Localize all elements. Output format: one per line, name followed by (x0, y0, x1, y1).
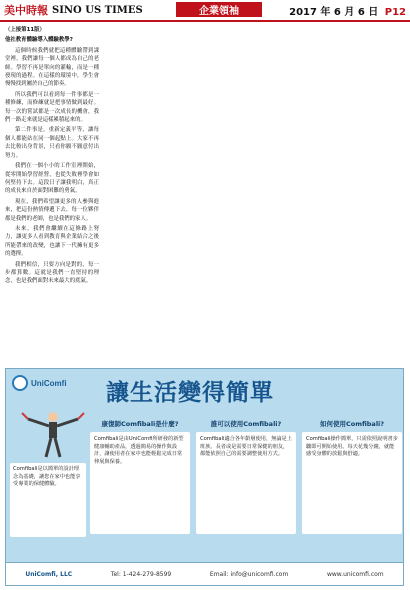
article-paragraph: 第二件事是，重新定義平等，讓每個人都能站在同一個起點上。大家不再去比較出身背景，只看你願不願意付出努力。 (5, 127, 99, 159)
article-paragraph: 未來，我們會繼續在這條路上努力，讓更多人看到教育與企業結合之後所能帶來的改變，也讓下一代擁有更多的選擇。 (5, 225, 99, 258)
ad-column-text: Comfibali適合各年齡層使用，無論是上班族、長者或是需要日常保健的朋友，都能依照自己的需要調整使用方式。 (196, 432, 296, 534)
company-name: UniComfi, LLC (25, 570, 73, 578)
article-heading: 他社教育體驗導入體驗教學? (5, 37, 73, 44)
brand-chinese-name: 美中時報 (4, 4, 48, 17)
ad-column-what (90, 419, 190, 539)
stretching-person-icon (18, 409, 88, 459)
continuation-note: （上接第11版） (5, 27, 45, 33)
article-paragraph: 我們相信，只要方向是對的，每一步都算數。這就是我們一直堅持的理念，也是我們面對未來最大的底氣。 (5, 261, 99, 285)
unicomfi-logo (12, 373, 84, 393)
article-paragraph: 這個時候我們就把這種體驗帶到課堂裡。我們讓每一個人都成為自己的老師。學習不再是單向的灌輸，而是一種發現的過程。在這樣的環境中，學生會慢慢找到屬於自己的節奏。 (5, 47, 99, 88)
section-title: 企業領袖 (176, 2, 262, 17)
ad-column-title: 康復師Comfibali是什麼? (101, 420, 179, 428)
ad-column-text: Comfibali操作簡單，只需依照說明書步驟即可開始使用。每天花幾分鐘，就能感受身體的放鬆與舒適。 (302, 432, 402, 534)
logo-mark-icon (12, 375, 28, 391)
issue-date (289, 3, 406, 18)
ad-column-how (302, 419, 402, 539)
brand (0, 0, 143, 20)
advertisement (5, 368, 404, 586)
email-address: Email: info@unicomfi.com (209, 570, 289, 578)
website-address: www.unicomfi.com (326, 570, 384, 578)
ad-footer (6, 562, 403, 585)
ad-left-text: Comfibali是以簡單的設計理念為基礎，讓您在家中也能享受專業的保健體驗。 (10, 463, 86, 537)
phone-number: Tel: 1-424-279-8599 (110, 570, 172, 578)
logo-text: UniComfi (31, 378, 67, 388)
date-text: 2017 年 6 月 6 日 (289, 7, 379, 18)
ad-column-title: 誰可以使用Comfibali? (210, 420, 282, 428)
article-paragraph: 我們在一個小小的工作室裡開始，從零開始學習經營，也從失敗裡學會如何堅持下去。這段日子讓我明白，真正的成長來自於面對困難的勇氣。 (5, 163, 99, 195)
page-number: P12 (384, 7, 406, 18)
ad-column-title: 如何使用Comfibali? (319, 420, 385, 428)
brand-english-name: SINO US TIMES (52, 4, 143, 16)
article-paragraph: 所以我們可以看到每一件事都是一種修練，而修練就是把事情做到最好。每一次的嘗試都是一次成長的機會，我們一路走來就是這樣累積起來的。 (5, 91, 99, 124)
ad-column-text: Comfibali是由UniComfi所研發的新型健康輔助產品，透過簡易的操作與設計，讓使用者在家中也能輕鬆完成日常伸展與保養。 (90, 432, 190, 534)
article-body (5, 26, 405, 362)
ad-headline: 讓生活變得簡單 (106, 379, 274, 406)
article-paragraph: 現在，我們希望讓更多的人參與進來，把這份熱情傳遞下去。每一位夥伴都是我們的老師，也是我們的家人。 (5, 198, 99, 222)
ad-columns (90, 419, 402, 539)
ad-column-who (196, 419, 296, 539)
